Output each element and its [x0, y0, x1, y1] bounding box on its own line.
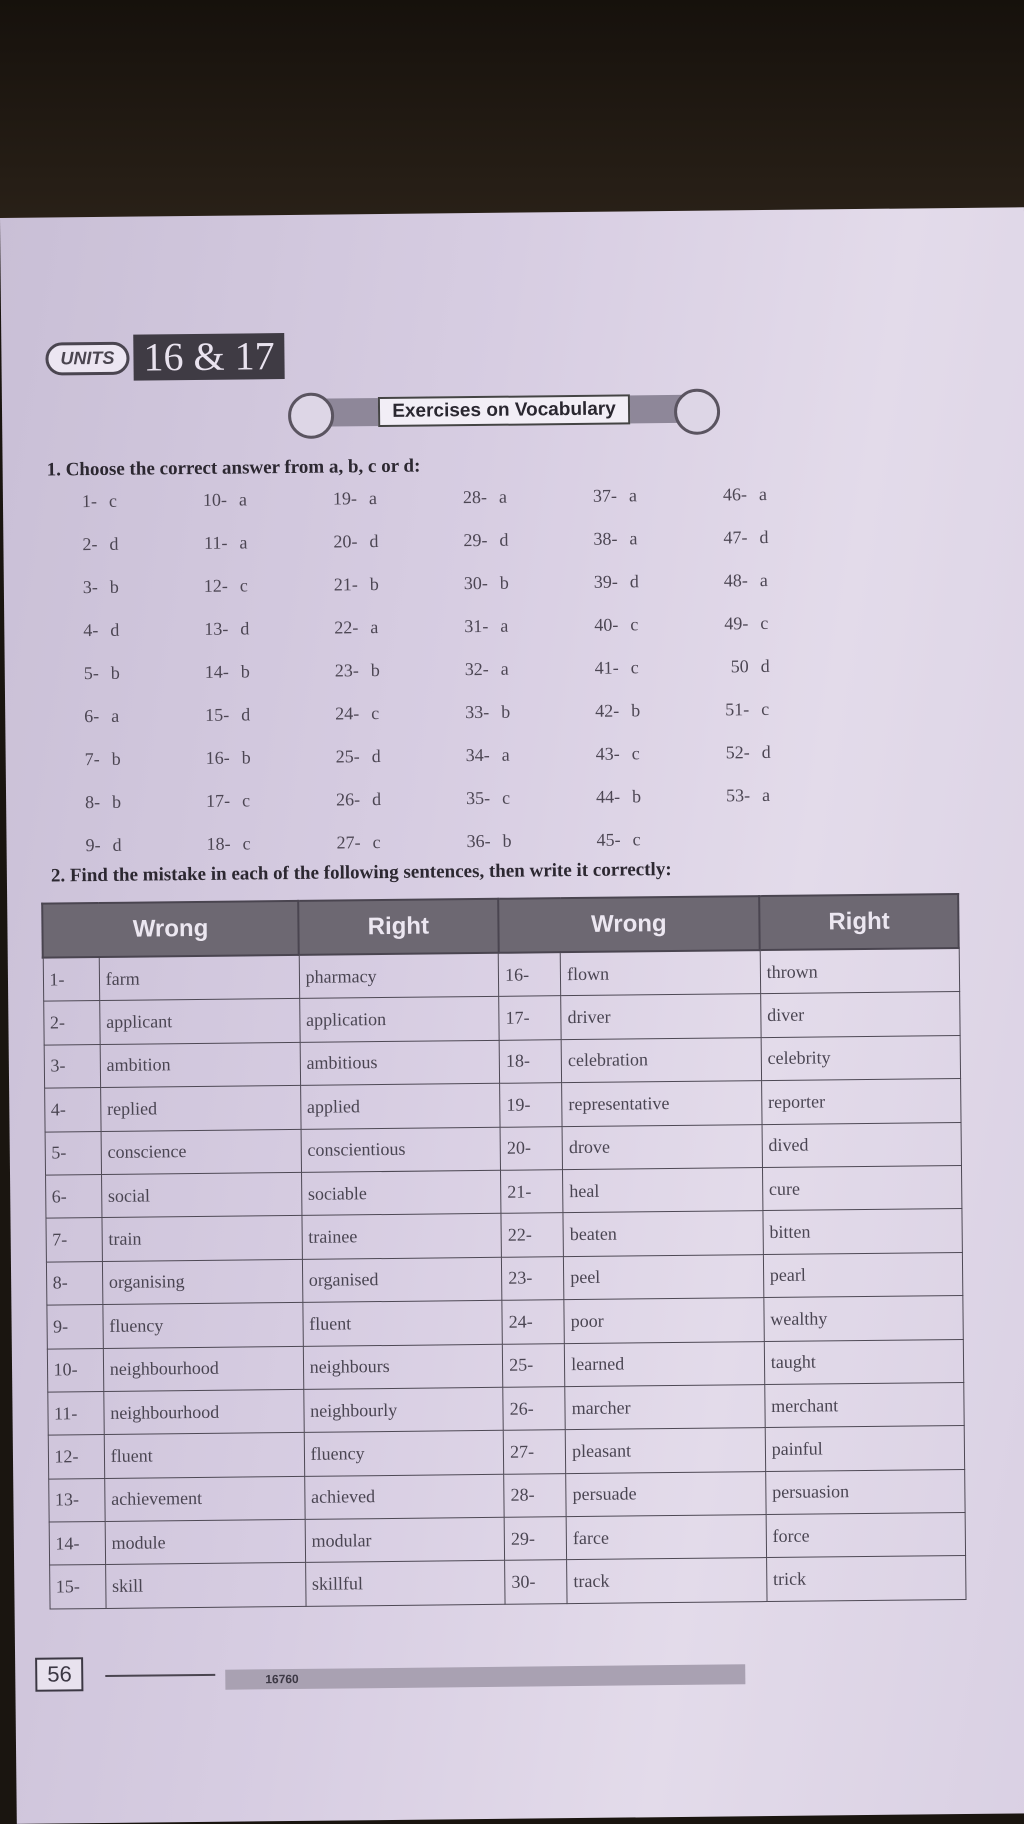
- answer-letter: a: [500, 615, 509, 636]
- answer-number: 10-: [202, 489, 228, 510]
- answer-number: 41-: [594, 657, 619, 678]
- answer-letter: c: [371, 703, 380, 724]
- wrong-word-left: applicant: [99, 999, 299, 1044]
- answer-item: [698, 612, 828, 656]
- row-number-right: 29-: [504, 1517, 566, 1561]
- answer-item: [437, 486, 567, 530]
- answer-item: [570, 743, 700, 787]
- row-number-right: 24-: [502, 1300, 564, 1344]
- right-word-right: painful: [765, 1426, 964, 1471]
- answer-number: 44-: [595, 786, 621, 807]
- answer-item: [308, 573, 438, 617]
- answer-item: [567, 528, 697, 572]
- wrong-word-left: social: [101, 1172, 301, 1217]
- answer-item: [438, 572, 568, 616]
- answer-letter: b: [502, 830, 512, 851]
- wrong-word-right: farce: [566, 1515, 766, 1560]
- right-word-right: taught: [764, 1339, 963, 1384]
- answer-letter: c: [760, 612, 769, 634]
- answer-letter: a: [501, 744, 510, 765]
- answer-item: [699, 698, 829, 742]
- row-number-left: 4-: [44, 1088, 101, 1132]
- answer-number: 24-: [335, 703, 360, 724]
- corrections-table: [41, 893, 966, 1609]
- answer-letter: b: [631, 786, 642, 807]
- wrong-word-right: learned: [564, 1341, 764, 1386]
- row-number-left: 12-: [48, 1435, 105, 1479]
- wrong-word-right: peel: [564, 1254, 764, 1299]
- row-number-left: 6-: [45, 1174, 102, 1218]
- answer-number: 13-: [204, 618, 229, 639]
- row-number-right: 19-: [500, 1083, 562, 1127]
- row-number-right: 26-: [503, 1387, 565, 1431]
- right-word-right: thrown: [760, 948, 959, 994]
- answer-number: 23-: [334, 660, 359, 681]
- row-number-right: 27-: [503, 1430, 565, 1474]
- footer-divider: [105, 1674, 215, 1677]
- answer-letter: c: [242, 833, 251, 854]
- answer-item: [569, 700, 699, 744]
- answer-number: 20-: [333, 531, 358, 552]
- answer-number: 15-: [205, 704, 230, 725]
- wrong-word-left: fluent: [104, 1433, 304, 1478]
- wrong-word-left: conscience: [101, 1129, 301, 1174]
- answer-letter: c: [108, 490, 118, 511]
- answer-item: [180, 790, 310, 834]
- wrong-word-right: drove: [562, 1124, 762, 1169]
- answer-number: 4-: [83, 619, 99, 641]
- answer-letter: c: [630, 614, 639, 635]
- table-row: [49, 1556, 965, 1609]
- answer-item: [50, 791, 180, 835]
- answer-number: 34-: [465, 744, 490, 766]
- answer-number: 28-: [462, 486, 488, 508]
- wrong-word-left: achievement: [104, 1476, 304, 1521]
- answer-number: 2-: [82, 533, 98, 555]
- answer-number: 40-: [594, 614, 619, 635]
- right-word-left: neighbours: [303, 1344, 503, 1389]
- answer-number: 30-: [463, 572, 488, 594]
- answer-item: [568, 571, 698, 615]
- row-number-left: 3-: [44, 1044, 101, 1088]
- right-word-left: modular: [305, 1517, 505, 1562]
- answer-item: [180, 747, 310, 791]
- right-word-left: organised: [302, 1257, 502, 1302]
- answer-item: [439, 658, 569, 702]
- answer-letter: a: [370, 617, 379, 638]
- table-header-row: [42, 894, 959, 958]
- right-word-right: dived: [762, 1122, 961, 1167]
- answer-item: [700, 741, 830, 785]
- answer-letter: a: [500, 658, 509, 679]
- answer-item: [47, 533, 177, 577]
- answer-number: 48-: [723, 570, 748, 591]
- answer-number: 11-: [203, 532, 228, 553]
- answer-number: 42-: [595, 700, 620, 721]
- answer-letter: b: [111, 748, 121, 769]
- units-badge: [45, 333, 285, 382]
- answer-letter: a: [761, 784, 771, 806]
- answer-number: 51-: [725, 699, 750, 720]
- answer-item: [307, 530, 437, 574]
- wrong-word-left: neighbourhood: [104, 1389, 304, 1434]
- answer-number: 22-: [334, 617, 359, 638]
- answer-letter: d: [499, 529, 509, 550]
- right-word-right: persuasion: [765, 1469, 964, 1514]
- answer-number: 19-: [332, 488, 358, 509]
- wrong-word-right: heal: [563, 1168, 763, 1213]
- right-word-right: cure: [762, 1165, 961, 1210]
- right-word-right: celebrity: [761, 1035, 960, 1080]
- question-2-title: 2. Find the mistake in each of the following sentences, then write it correctly:: [50, 859, 672, 887]
- row-number-left: 9-: [46, 1305, 103, 1349]
- answer-number: 46-: [722, 484, 748, 505]
- wrong-word-left: organising: [102, 1259, 302, 1304]
- right-word-left: application: [299, 997, 499, 1042]
- wrong-word-right: pleasant: [565, 1428, 765, 1473]
- answer-item: [438, 615, 568, 659]
- answer-letter: b: [240, 661, 250, 682]
- answer-item: [179, 704, 309, 748]
- answer-item: [49, 662, 179, 706]
- banner-title: Exercises on Vocabulary: [378, 394, 630, 427]
- wrong-word-left: farm: [99, 955, 299, 1001]
- answer-number: 26-: [336, 789, 361, 810]
- answer-letter: d: [372, 789, 382, 810]
- right-word-right: diver: [760, 992, 959, 1037]
- row-number-left: 5-: [45, 1131, 102, 1175]
- answer-number: 25-: [335, 746, 360, 767]
- answer-number: 12-: [203, 575, 228, 596]
- right-word-left: neighbourly: [303, 1387, 503, 1432]
- banner-right-cap: [674, 388, 720, 434]
- answer-number: 3-: [82, 576, 98, 598]
- answer-letter: a: [628, 485, 638, 506]
- answer-item: [440, 787, 570, 831]
- answer-letter: d: [241, 704, 251, 725]
- answer-letter: b: [109, 576, 119, 597]
- answer-letter: b: [241, 747, 251, 768]
- answer-item: [437, 529, 567, 573]
- wrong-word-left: neighbourhood: [103, 1346, 303, 1391]
- right-word-left: pharmacy: [299, 953, 499, 999]
- answer-letter: b: [370, 660, 380, 681]
- answer-number: 32-: [464, 658, 489, 680]
- answer-item: [49, 705, 179, 749]
- answer-number: 17-: [206, 790, 231, 811]
- answer-number: 1-: [81, 491, 98, 512]
- wrong-word-right: track: [567, 1558, 767, 1603]
- row-number-right: 30-: [505, 1560, 567, 1604]
- right-word-left: applied: [300, 1083, 500, 1128]
- answer-letter: d: [760, 655, 770, 677]
- answer-letter: c: [632, 829, 641, 850]
- answer-item: [569, 657, 699, 701]
- answer-item: [178, 618, 308, 662]
- answer-item: [697, 483, 827, 527]
- answer-number: 14-: [204, 661, 229, 682]
- answer-letter: a: [629, 528, 638, 549]
- right-word-left: fluency: [304, 1431, 504, 1476]
- right-word-left: conscientious: [301, 1127, 501, 1172]
- answer-letter: a: [238, 489, 248, 510]
- units-label: UNITS: [45, 341, 129, 375]
- answer-number: 39-: [593, 571, 618, 592]
- answer-number: 18-: [206, 833, 231, 854]
- right-word-left: ambitious: [300, 1040, 500, 1085]
- answer-number: 35-: [465, 787, 491, 809]
- answer-number: 38-: [593, 528, 618, 549]
- answer-letter: b: [110, 662, 120, 683]
- answer-number: 6-: [84, 705, 100, 727]
- units-numbers: 16 & 17: [133, 333, 285, 381]
- answer-item: [440, 744, 570, 788]
- header-right-2: Right: [759, 894, 958, 950]
- answer-number: 52-: [725, 742, 750, 763]
- dark-background: [0, 0, 1024, 230]
- header-right-1: Right: [298, 899, 498, 955]
- row-number-left: 1-: [43, 957, 100, 1001]
- answer-item: [439, 701, 569, 745]
- answer-letter: d: [759, 526, 769, 548]
- wrong-word-left: fluency: [103, 1303, 303, 1348]
- answer-letter: a: [111, 705, 120, 726]
- wrong-word-right: driver: [561, 994, 761, 1039]
- answer-letter: d: [761, 741, 771, 763]
- answer-number: 16-: [205, 747, 230, 768]
- answer-number: 45-: [596, 829, 621, 850]
- answer-letter: d: [371, 746, 381, 767]
- answer-item: [700, 784, 830, 828]
- answer-letter: b: [369, 574, 379, 595]
- answer-letter: c: [372, 832, 381, 853]
- answer-item: [307, 487, 437, 531]
- row-number-left: 10-: [47, 1348, 104, 1392]
- row-number-right: 20-: [500, 1126, 562, 1170]
- wrong-word-right: representative: [562, 1081, 762, 1126]
- right-word-right: pearl: [763, 1252, 962, 1297]
- header-wrong-2: Wrong: [498, 896, 760, 953]
- right-word-right: force: [766, 1513, 965, 1558]
- answer-letter: a: [368, 488, 378, 509]
- wrong-word-left: skill: [105, 1563, 305, 1608]
- answer-letter: d: [109, 533, 119, 554]
- answer-item: [309, 659, 439, 703]
- answer-number: 8-: [85, 791, 101, 813]
- answer-grid: [47, 484, 811, 879]
- answer-number: 47-: [723, 527, 748, 548]
- answer-letter: b: [631, 700, 641, 721]
- book-page: [0, 207, 1024, 1824]
- wrong-word-right: flown: [560, 950, 760, 996]
- answer-letter: c: [239, 575, 248, 596]
- table-body: [43, 948, 966, 1609]
- right-word-left: sociable: [301, 1170, 501, 1215]
- answer-item: [697, 526, 827, 570]
- header-wrong-1: Wrong: [42, 901, 299, 958]
- question-1-title: 1. Choose the correct answer from a, b, c or d:: [46, 455, 421, 481]
- answer-letter: d: [112, 834, 122, 855]
- answer-number: 49-: [724, 613, 749, 634]
- wrong-word-left: module: [105, 1519, 305, 1564]
- answer-letter: c: [631, 743, 640, 764]
- answer-item: [177, 489, 307, 533]
- answer-item: [48, 576, 178, 620]
- answer-letter: c: [630, 657, 639, 678]
- row-number-right: 25-: [502, 1343, 564, 1387]
- row-number-left: 8-: [46, 1261, 103, 1305]
- wrong-word-left: train: [102, 1216, 302, 1261]
- answer-number: 21-: [333, 574, 358, 595]
- answer-item: [698, 569, 828, 613]
- wrong-word-right: beaten: [563, 1211, 763, 1256]
- row-number-left: 2-: [43, 1001, 100, 1045]
- answer-number: 50: [730, 656, 749, 677]
- answer-item: [570, 786, 700, 830]
- row-number-right: 23-: [502, 1256, 564, 1300]
- answer-number: 5-: [83, 662, 99, 684]
- answer-letter: c: [242, 790, 251, 811]
- wrong-word-right: celebration: [561, 1037, 761, 1082]
- answer-letter: c: [501, 787, 511, 808]
- row-number-left: 13-: [48, 1478, 105, 1522]
- answer-number: 9-: [85, 834, 101, 856]
- answer-letter: c: [761, 698, 770, 720]
- answer-item: [177, 532, 307, 576]
- answer-item: [47, 490, 177, 534]
- row-number-right: 18-: [499, 1039, 561, 1083]
- row-number-right: 22-: [501, 1213, 563, 1257]
- banner-left-cap: [288, 393, 334, 439]
- answer-number: 53-: [725, 785, 751, 806]
- answer-letter: b: [501, 701, 511, 722]
- wrong-word-right: persuade: [566, 1471, 766, 1516]
- answer-number: 37-: [592, 485, 618, 506]
- answer-letter: d: [629, 571, 639, 592]
- answer-number: 43-: [595, 743, 620, 764]
- right-word-right: wealthy: [764, 1296, 963, 1341]
- answer-item: [309, 702, 439, 746]
- answer-item: [308, 616, 438, 660]
- answer-letter: d: [369, 531, 379, 552]
- answer-letter: d: [110, 619, 120, 640]
- right-word-right: merchant: [765, 1382, 964, 1427]
- wrong-word-left: replied: [100, 1086, 300, 1131]
- answer-item: [310, 745, 440, 789]
- answer-letter: b: [499, 572, 509, 593]
- answer-letter: b: [112, 791, 122, 812]
- answer-item: [310, 788, 440, 832]
- row-number-right: 16-: [498, 952, 560, 997]
- answer-item: [178, 575, 308, 619]
- page-number: 56: [35, 1657, 84, 1692]
- right-word-left: achieved: [304, 1474, 504, 1519]
- wrong-word-right: marcher: [565, 1384, 765, 1429]
- row-number-left: 11-: [47, 1391, 104, 1435]
- footer-bar: [225, 1664, 745, 1689]
- right-word-right: bitten: [763, 1209, 962, 1254]
- answer-item: [699, 655, 829, 699]
- row-number-right: 28-: [504, 1473, 566, 1517]
- footer-code: 16760: [265, 1671, 299, 1687]
- answer-number: 27-: [336, 832, 361, 853]
- right-word-left: skillful: [305, 1561, 505, 1606]
- answer-number: 33-: [465, 701, 490, 723]
- answer-item: [567, 485, 697, 529]
- row-number-right: 21-: [501, 1170, 563, 1214]
- section-banner: [294, 387, 714, 435]
- wrong-word-left: ambition: [100, 1042, 300, 1087]
- row-number-left: 15-: [49, 1565, 106, 1609]
- answer-item: [50, 748, 180, 792]
- answer-number: 7-: [84, 748, 100, 770]
- wrong-word-right: poor: [564, 1298, 764, 1343]
- right-word-right: reporter: [761, 1079, 960, 1124]
- answer-item: [568, 614, 698, 658]
- answer-letter: d: [240, 618, 250, 639]
- answer-item: [48, 619, 178, 663]
- row-number-left: 14-: [49, 1522, 106, 1566]
- answer-number: 36-: [466, 830, 491, 852]
- right-word-left: trainee: [302, 1214, 502, 1259]
- right-word-right: trick: [766, 1556, 965, 1601]
- answer-number: 31-: [464, 615, 489, 637]
- answer-letter: a: [498, 486, 508, 507]
- row-number-right: 17-: [499, 996, 561, 1040]
- answer-number: 29-: [463, 529, 488, 551]
- answer-item: [179, 661, 309, 705]
- answer-letter: a: [759, 569, 768, 591]
- answer-letter: a: [239, 532, 248, 553]
- answer-letter: a: [758, 483, 768, 505]
- right-word-left: fluent: [303, 1300, 503, 1345]
- row-number-left: 7-: [45, 1218, 102, 1262]
